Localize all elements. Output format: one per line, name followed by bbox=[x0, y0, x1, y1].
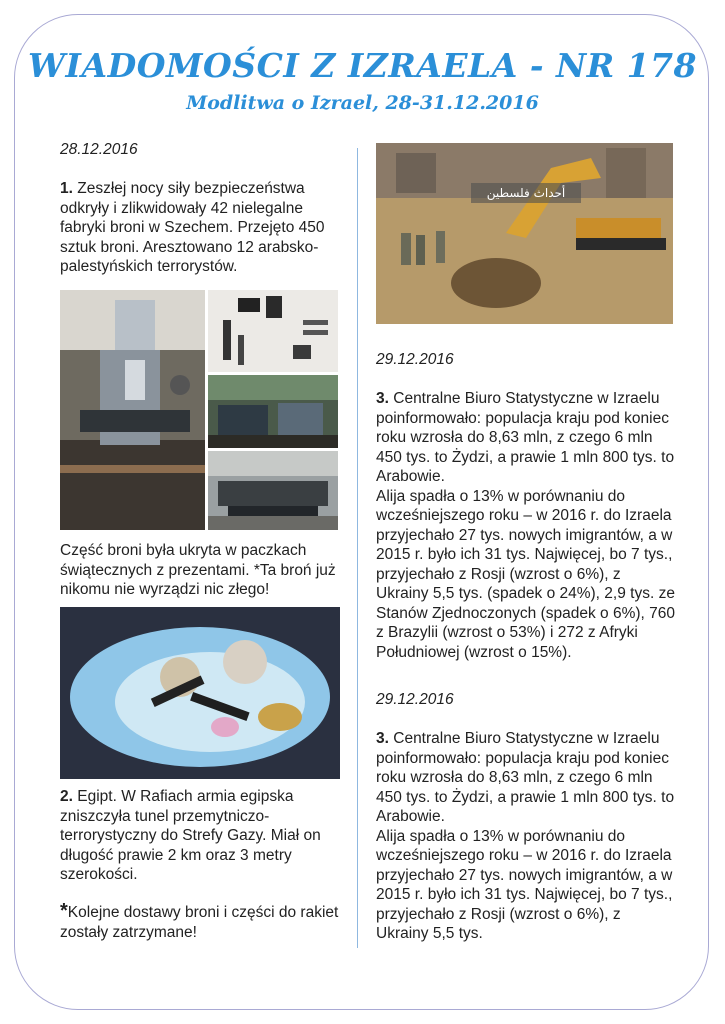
item-1-text: Zeszłej nocy siły bezpieczeństwa odkryły i zlikwidowały 42 nielegalne fabryki broni w Szechem. Przejęto 450 sztuk broni. Aresztowano 12 arabsko-palestyńskich terrorystów. bbox=[60, 180, 325, 275]
item-3-first bbox=[376, 389, 676, 662]
photo-caption: أحداث فلسطين bbox=[471, 183, 581, 203]
note-star: * bbox=[60, 900, 68, 922]
item-1 bbox=[60, 179, 345, 277]
item-3-repeat-number: 3. bbox=[376, 730, 389, 747]
item-2-number: 2. bbox=[60, 788, 73, 805]
item-3-text: Centralne Biuro Statystyczne w Izraelu poinformowało: populacja kraju pod koniec roku wzrosła do 8,63 mln, z czego 6 mln 450 tys. to Żydzi, a prawie 1 mln 800 tys. to Arabowie. bbox=[376, 390, 675, 485]
page-subtitle: Modlitwa o Izrael, 28-31.12.2016 bbox=[186, 92, 539, 114]
right-date-2: 29.12.2016 bbox=[376, 691, 454, 708]
weapons-parts-photo bbox=[208, 290, 338, 372]
item-3-repeat-text: Centralne Biuro Statystyczne w Izraelu poinformowało: populacja kraju pod koniec roku wzrosła do 8,63 mln, z czego 6 mln 450 tys. to Żydzi, a prawie 1 mln 800 tys. to Arabowie. bbox=[376, 730, 675, 825]
hidden-weapons-text: Część broni była ukryta w paczkach świątecznych z prezentami. *Ta broń już nikomu nie wyrządzi nic złego! bbox=[60, 542, 336, 598]
item-3-repeat bbox=[376, 729, 676, 944]
workshop-photo bbox=[208, 375, 338, 448]
milling-machine-photo bbox=[60, 290, 205, 530]
lathe-photo bbox=[208, 451, 338, 530]
item-1-number: 1. bbox=[60, 180, 73, 197]
tunnel-excavation-photo bbox=[376, 143, 673, 324]
column-divider bbox=[357, 148, 358, 948]
note-text: Kolejne dostawy broni i części do rakiet zostały zatrzymane! bbox=[60, 904, 339, 941]
item-3-repeat-text-2: Alija spadła o 13% w porównaniu do wcześniejszego roku – w 2016 r. do Izraela przyjechało 27 tys. nowych imigrantów, a w 2015 r. było ich 31 tys. Najwięcej, bo 7 tys., przyjechało z Rosji (wzrost o 6%), z Ukrainy 5,5 tys. bbox=[376, 827, 673, 942]
item-2 bbox=[60, 787, 345, 885]
item-3-text-2: Alija spadła o 13% w porównaniu do wcześniejszego roku – w 2016 r. do Izraela przyjechało 27 tys. nowych imigrantów, a w 2015 r. było ich 31 tys. Najwięcej, bo 7 tys., przyjechało z Rosji (wzrost o 6%), z Ukrainy 5,5 tys. (spadek o 24%), 2,9 tys. ze Stanów Zjednoczonych (spadek o 6%), 760 z Brazylii (wzrost o 53%) i 272 z Afryki Południowej (wzrost o 15%). bbox=[376, 487, 675, 661]
note bbox=[60, 902, 345, 942]
right-date-1: 29.12.2016 bbox=[376, 351, 454, 368]
gift-package-photo bbox=[60, 607, 340, 779]
left-date: 28.12.2016 bbox=[60, 141, 138, 158]
item-3-number: 3. bbox=[376, 390, 389, 407]
item-2-text: Egipt. W Rafiach armia egipska zniszczyła tunel przemytniczo-terrorystyczny do Strefy Gazy. Miał on długość prawie 2 km oraz 3 metry szerokości. bbox=[60, 788, 321, 883]
page-title: WIADOMOŚCI Z IZRAELA - NR 178 bbox=[28, 46, 697, 85]
